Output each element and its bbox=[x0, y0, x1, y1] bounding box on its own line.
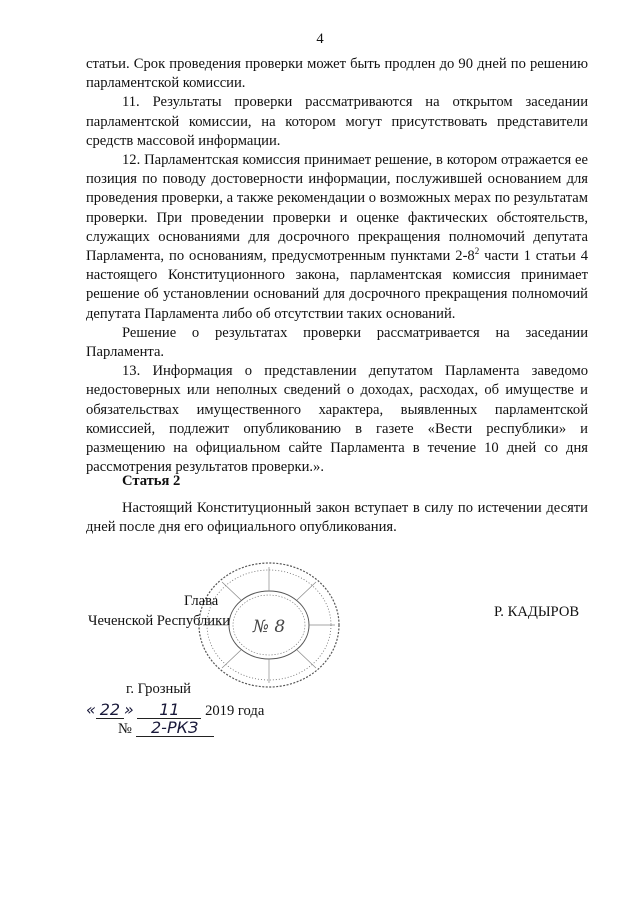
page-number: 4 bbox=[316, 31, 324, 47]
paragraph-13: 13. Информация о представлении депутатом Парламента заведомо недостоверных или неполных сведений о доходах, расходах, об имуществе и обязательствах имущественного характера, выявленных парламентской комиссией, подлежит опубликованию в газете «Вести республики» и размещению на официальном сайте Парламента в течение 10 дней со дня рассмотрения результатов проверки.». bbox=[86, 363, 588, 476]
date-year: 2019 года bbox=[205, 703, 265, 719]
article-2-text: Настоящий Конституционный закон вступает в силу по истечении десяти дней после дня его официального опубликования. bbox=[86, 500, 588, 536]
paragraph-12-part-a: 12. Парламентская комиссия принимает решение, в котором отражается ее позиция по поводу достоверности информации, послужившей основанием для проведения проверки, а также рекомендации о возможных мерах по результатам проверки. При проведении проверки и оценке фактических обстоятельств, служащих основаниями для досрочного прекращения полномочий депутата Парламента, по основаниям, предусмотренным пунктами 2-8 bbox=[86, 152, 588, 265]
law-body-text bbox=[86, 55, 588, 477]
law-number-prefix: № bbox=[118, 721, 132, 737]
signatory-title-line2: Чеченской Республики bbox=[88, 613, 231, 629]
paragraph-12-part-b: части 1 статьи 4 настоящего Конституционного закона, парламентская комиссия принимает решение об установлении оснований для досрочного прекращения полномочий депутата Парламента либо об отсутствии таких оснований. bbox=[86, 248, 588, 322]
paragraph-12-decision: Решение о результатах проверки рассматривается на заседании Парламента. bbox=[86, 324, 588, 361]
date-day: 22 bbox=[96, 702, 124, 719]
law-number-value: 2-РКЗ bbox=[136, 720, 214, 737]
date-open-quote: « bbox=[86, 700, 96, 719]
paragraph-continuation: статьи. Срок проведения проверки может быть продлен до 90 дней по решению парламентской комиссии. bbox=[86, 56, 588, 92]
article-2-heading: Статья 2 bbox=[122, 473, 181, 489]
date-close-quote: » bbox=[123, 700, 134, 719]
signatory-name: Р. КАДЫРОВ bbox=[494, 604, 580, 620]
signatory-title-line1: Глава bbox=[184, 593, 219, 609]
stamp-number: № 8 bbox=[252, 617, 286, 637]
paragraph-11: 11. Результаты проверки рассматриваются на открытом заседании парламентской комиссии, на котором могут присутствовать представители средств массовой информации. bbox=[86, 94, 588, 149]
paragraph-12 bbox=[86, 151, 588, 324]
date-month: 11 bbox=[137, 702, 201, 719]
signing-place: г. Грозный bbox=[126, 681, 191, 697]
paragraph-12-superscript: 2 bbox=[474, 246, 480, 257]
law-number bbox=[118, 720, 214, 739]
